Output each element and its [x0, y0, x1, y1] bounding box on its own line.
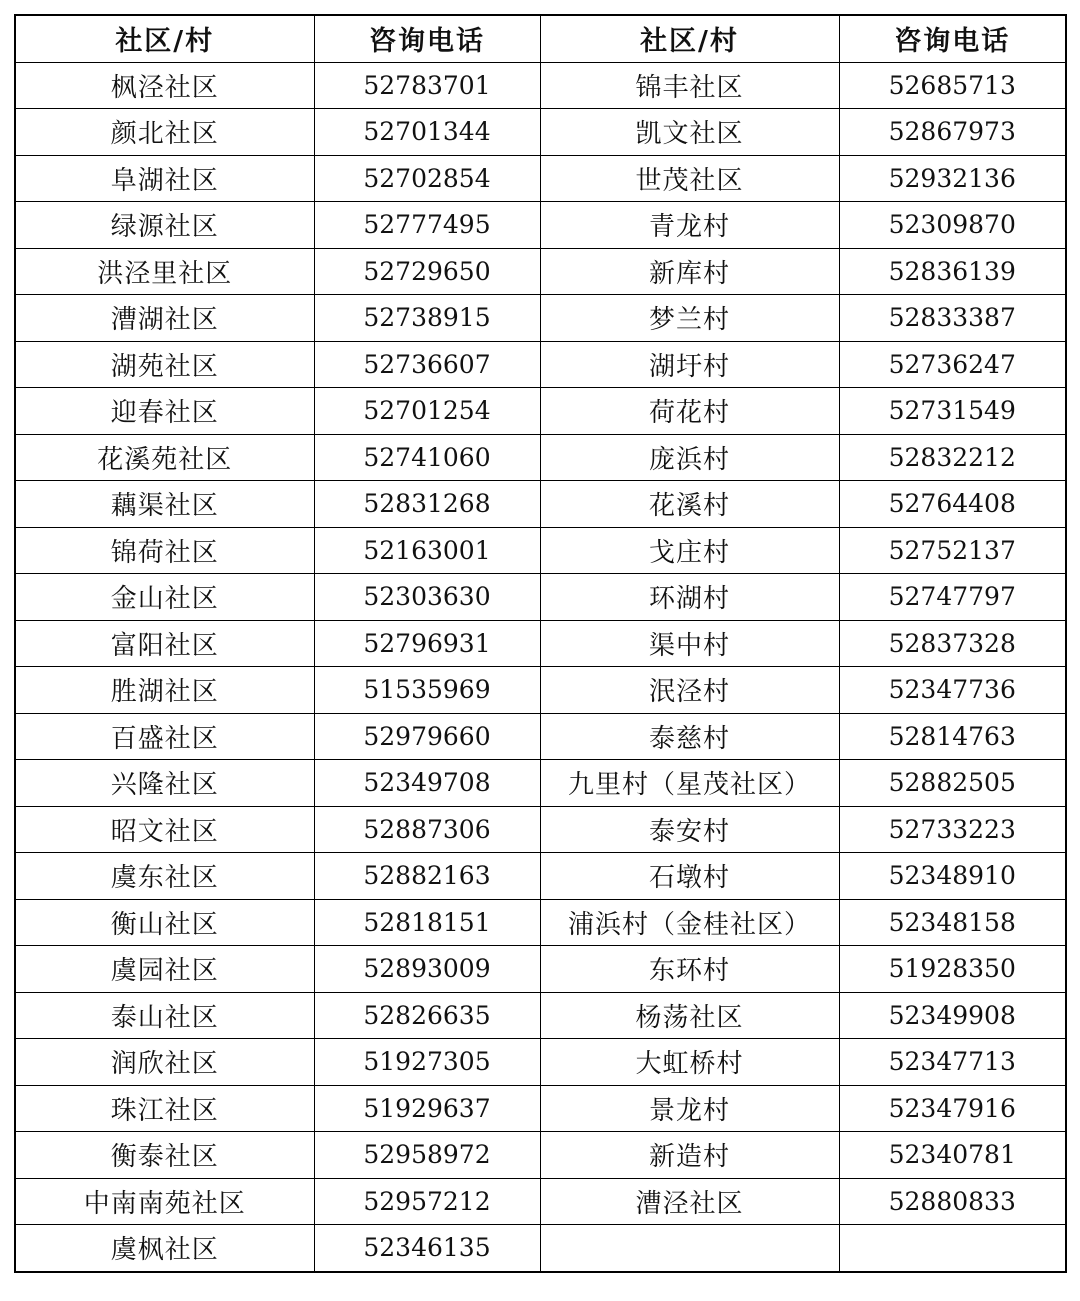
header-phone-left: 咨询电话 — [314, 15, 540, 62]
phone-number-left: 52783701 — [314, 62, 540, 109]
table-row — [15, 202, 1066, 249]
table-row — [15, 1178, 1066, 1225]
phone-number-right: 52347713 — [839, 1039, 1066, 1086]
community-name-right: 九里村（星茂社区） — [540, 760, 839, 807]
community-name-right: 湖圩村 — [540, 341, 839, 388]
phone-number-right: 52348910 — [839, 853, 1066, 900]
community-name-right: 庞浜村 — [540, 434, 839, 481]
table-row — [15, 1132, 1066, 1179]
community-name-left: 虞园社区 — [15, 946, 314, 993]
community-name-right: 锦丰社区 — [540, 62, 839, 109]
community-name-right: 景龙村 — [540, 1085, 839, 1132]
table-row — [15, 574, 1066, 621]
table-row — [15, 806, 1066, 853]
community-name-right: 花溪村 — [540, 481, 839, 528]
phone-number-right: 52814763 — [839, 713, 1066, 760]
phone-number-right: 52347736 — [839, 667, 1066, 714]
table-row — [15, 434, 1066, 481]
community-name-left: 湖苑社区 — [15, 341, 314, 388]
community-name-left: 漕湖社区 — [15, 295, 314, 342]
phone-number-right: 52882505 — [839, 760, 1066, 807]
phone-number-left: 52979660 — [314, 713, 540, 760]
community-name-left: 阜湖社区 — [15, 155, 314, 202]
phone-number-left: 52777495 — [314, 202, 540, 249]
community-name-left: 富阳社区 — [15, 620, 314, 667]
contact-table-container — [14, 14, 1065, 1273]
phone-number-left: 52882163 — [314, 853, 540, 900]
phone-number-left: 52702854 — [314, 155, 540, 202]
phone-number-left: 51929637 — [314, 1085, 540, 1132]
community-name-left: 珠江社区 — [15, 1085, 314, 1132]
community-name-right: 泰安村 — [540, 806, 839, 853]
table-row — [15, 1085, 1066, 1132]
table-row — [15, 992, 1066, 1039]
phone-number-right: 52880833 — [839, 1178, 1066, 1225]
community-name-right: 凯文社区 — [540, 109, 839, 156]
phone-number-left: 52958972 — [314, 1132, 540, 1179]
table-row — [15, 899, 1066, 946]
table-row — [15, 946, 1066, 993]
phone-number-right: 52733223 — [839, 806, 1066, 853]
community-name-left: 衡山社区 — [15, 899, 314, 946]
community-name-right: 漕泾社区 — [540, 1178, 839, 1225]
table-row — [15, 295, 1066, 342]
table-row — [15, 667, 1066, 714]
community-name-right: 泯泾村 — [540, 667, 839, 714]
table-row — [15, 155, 1066, 202]
phone-number-right — [839, 1225, 1066, 1272]
table-row — [15, 527, 1066, 574]
community-name-right: 世茂社区 — [540, 155, 839, 202]
phone-number-right: 52736247 — [839, 341, 1066, 388]
community-name-left: 百盛社区 — [15, 713, 314, 760]
community-name-right: 东环村 — [540, 946, 839, 993]
community-name-right: 戈庄村 — [540, 527, 839, 574]
phone-number-right: 52747797 — [839, 574, 1066, 621]
phone-number-left: 52826635 — [314, 992, 540, 1039]
community-name-left: 衡泰社区 — [15, 1132, 314, 1179]
community-name-left: 洪泾里社区 — [15, 248, 314, 295]
phone-number-left: 52831268 — [314, 481, 540, 528]
community-name-right: 大虹桥村 — [540, 1039, 839, 1086]
phone-number-right: 52348158 — [839, 899, 1066, 946]
table-header-row — [15, 15, 1066, 62]
community-name-right: 渠中村 — [540, 620, 839, 667]
phone-number-left: 52163001 — [314, 527, 540, 574]
community-name-right: 梦兰村 — [540, 295, 839, 342]
community-name-left: 中南南苑社区 — [15, 1178, 314, 1225]
community-name-right: 荷花村 — [540, 388, 839, 435]
phone-number-left: 52729650 — [314, 248, 540, 295]
phone-number-left: 51927305 — [314, 1039, 540, 1086]
community-name-left: 胜湖社区 — [15, 667, 314, 714]
header-community-right: 社区/村 — [540, 15, 839, 62]
phone-number-left: 52796931 — [314, 620, 540, 667]
community-name-left: 锦荷社区 — [15, 527, 314, 574]
community-name-right: 青龙村 — [540, 202, 839, 249]
phone-number-left: 52957212 — [314, 1178, 540, 1225]
table-row — [15, 853, 1066, 900]
phone-number-right: 52349908 — [839, 992, 1066, 1039]
community-name-left: 藕渠社区 — [15, 481, 314, 528]
table-row — [15, 388, 1066, 435]
table-row — [15, 620, 1066, 667]
community-name-left: 颜北社区 — [15, 109, 314, 156]
phone-number-left: 52738915 — [314, 295, 540, 342]
header-phone-right: 咨询电话 — [839, 15, 1066, 62]
phone-number-right: 52347916 — [839, 1085, 1066, 1132]
community-name-left: 绿源社区 — [15, 202, 314, 249]
phone-number-left: 52741060 — [314, 434, 540, 481]
header-community-left: 社区/村 — [15, 15, 314, 62]
community-name-right: 石墩村 — [540, 853, 839, 900]
phone-number-left: 52893009 — [314, 946, 540, 993]
community-name-left: 迎春社区 — [15, 388, 314, 435]
community-name-left: 昭文社区 — [15, 806, 314, 853]
phone-number-right: 52837328 — [839, 620, 1066, 667]
community-name-right — [540, 1225, 839, 1272]
community-name-right: 杨荡社区 — [540, 992, 839, 1039]
community-name-left: 泰山社区 — [15, 992, 314, 1039]
community-name-right: 浦浜村（金桂社区） — [540, 899, 839, 946]
phone-number-right: 52836139 — [839, 248, 1066, 295]
phone-number-left: 52346135 — [314, 1225, 540, 1272]
table-row — [15, 1225, 1066, 1272]
community-name-left: 虞东社区 — [15, 853, 314, 900]
community-name-right: 新库村 — [540, 248, 839, 295]
phone-number-left: 52701344 — [314, 109, 540, 156]
community-name-left: 虞枫社区 — [15, 1225, 314, 1272]
community-contact-table — [14, 14, 1067, 1273]
phone-number-left: 52736607 — [314, 341, 540, 388]
phone-number-right: 52867973 — [839, 109, 1066, 156]
phone-number-left: 52887306 — [314, 806, 540, 853]
table-row — [15, 713, 1066, 760]
phone-number-right: 52685713 — [839, 62, 1066, 109]
community-name-left: 兴隆社区 — [15, 760, 314, 807]
table-row — [15, 1039, 1066, 1086]
community-name-right: 新造村 — [540, 1132, 839, 1179]
phone-number-right: 52932136 — [839, 155, 1066, 202]
phone-number-right: 52731549 — [839, 388, 1066, 435]
phone-number-right: 51928350 — [839, 946, 1066, 993]
phone-number-left: 52818151 — [314, 899, 540, 946]
table-row — [15, 109, 1066, 156]
phone-number-left: 52303630 — [314, 574, 540, 621]
phone-number-right: 52340781 — [839, 1132, 1066, 1179]
phone-number-left: 52701254 — [314, 388, 540, 435]
phone-number-right: 52833387 — [839, 295, 1066, 342]
table-row — [15, 760, 1066, 807]
community-name-left: 润欣社区 — [15, 1039, 314, 1086]
table-row — [15, 341, 1066, 388]
phone-number-left: 52349708 — [314, 760, 540, 807]
community-name-left: 枫泾社区 — [15, 62, 314, 109]
community-name-right: 泰慈村 — [540, 713, 839, 760]
table-row — [15, 481, 1066, 528]
table-row — [15, 248, 1066, 295]
phone-number-right: 52764408 — [839, 481, 1066, 528]
phone-number-left: 51535969 — [314, 667, 540, 714]
community-name-right: 环湖村 — [540, 574, 839, 621]
table-body — [15, 62, 1066, 1272]
community-name-left: 金山社区 — [15, 574, 314, 621]
community-name-left: 花溪苑社区 — [15, 434, 314, 481]
phone-number-right: 52309870 — [839, 202, 1066, 249]
phone-number-right: 52832212 — [839, 434, 1066, 481]
phone-number-right: 52752137 — [839, 527, 1066, 574]
table-row — [15, 62, 1066, 109]
